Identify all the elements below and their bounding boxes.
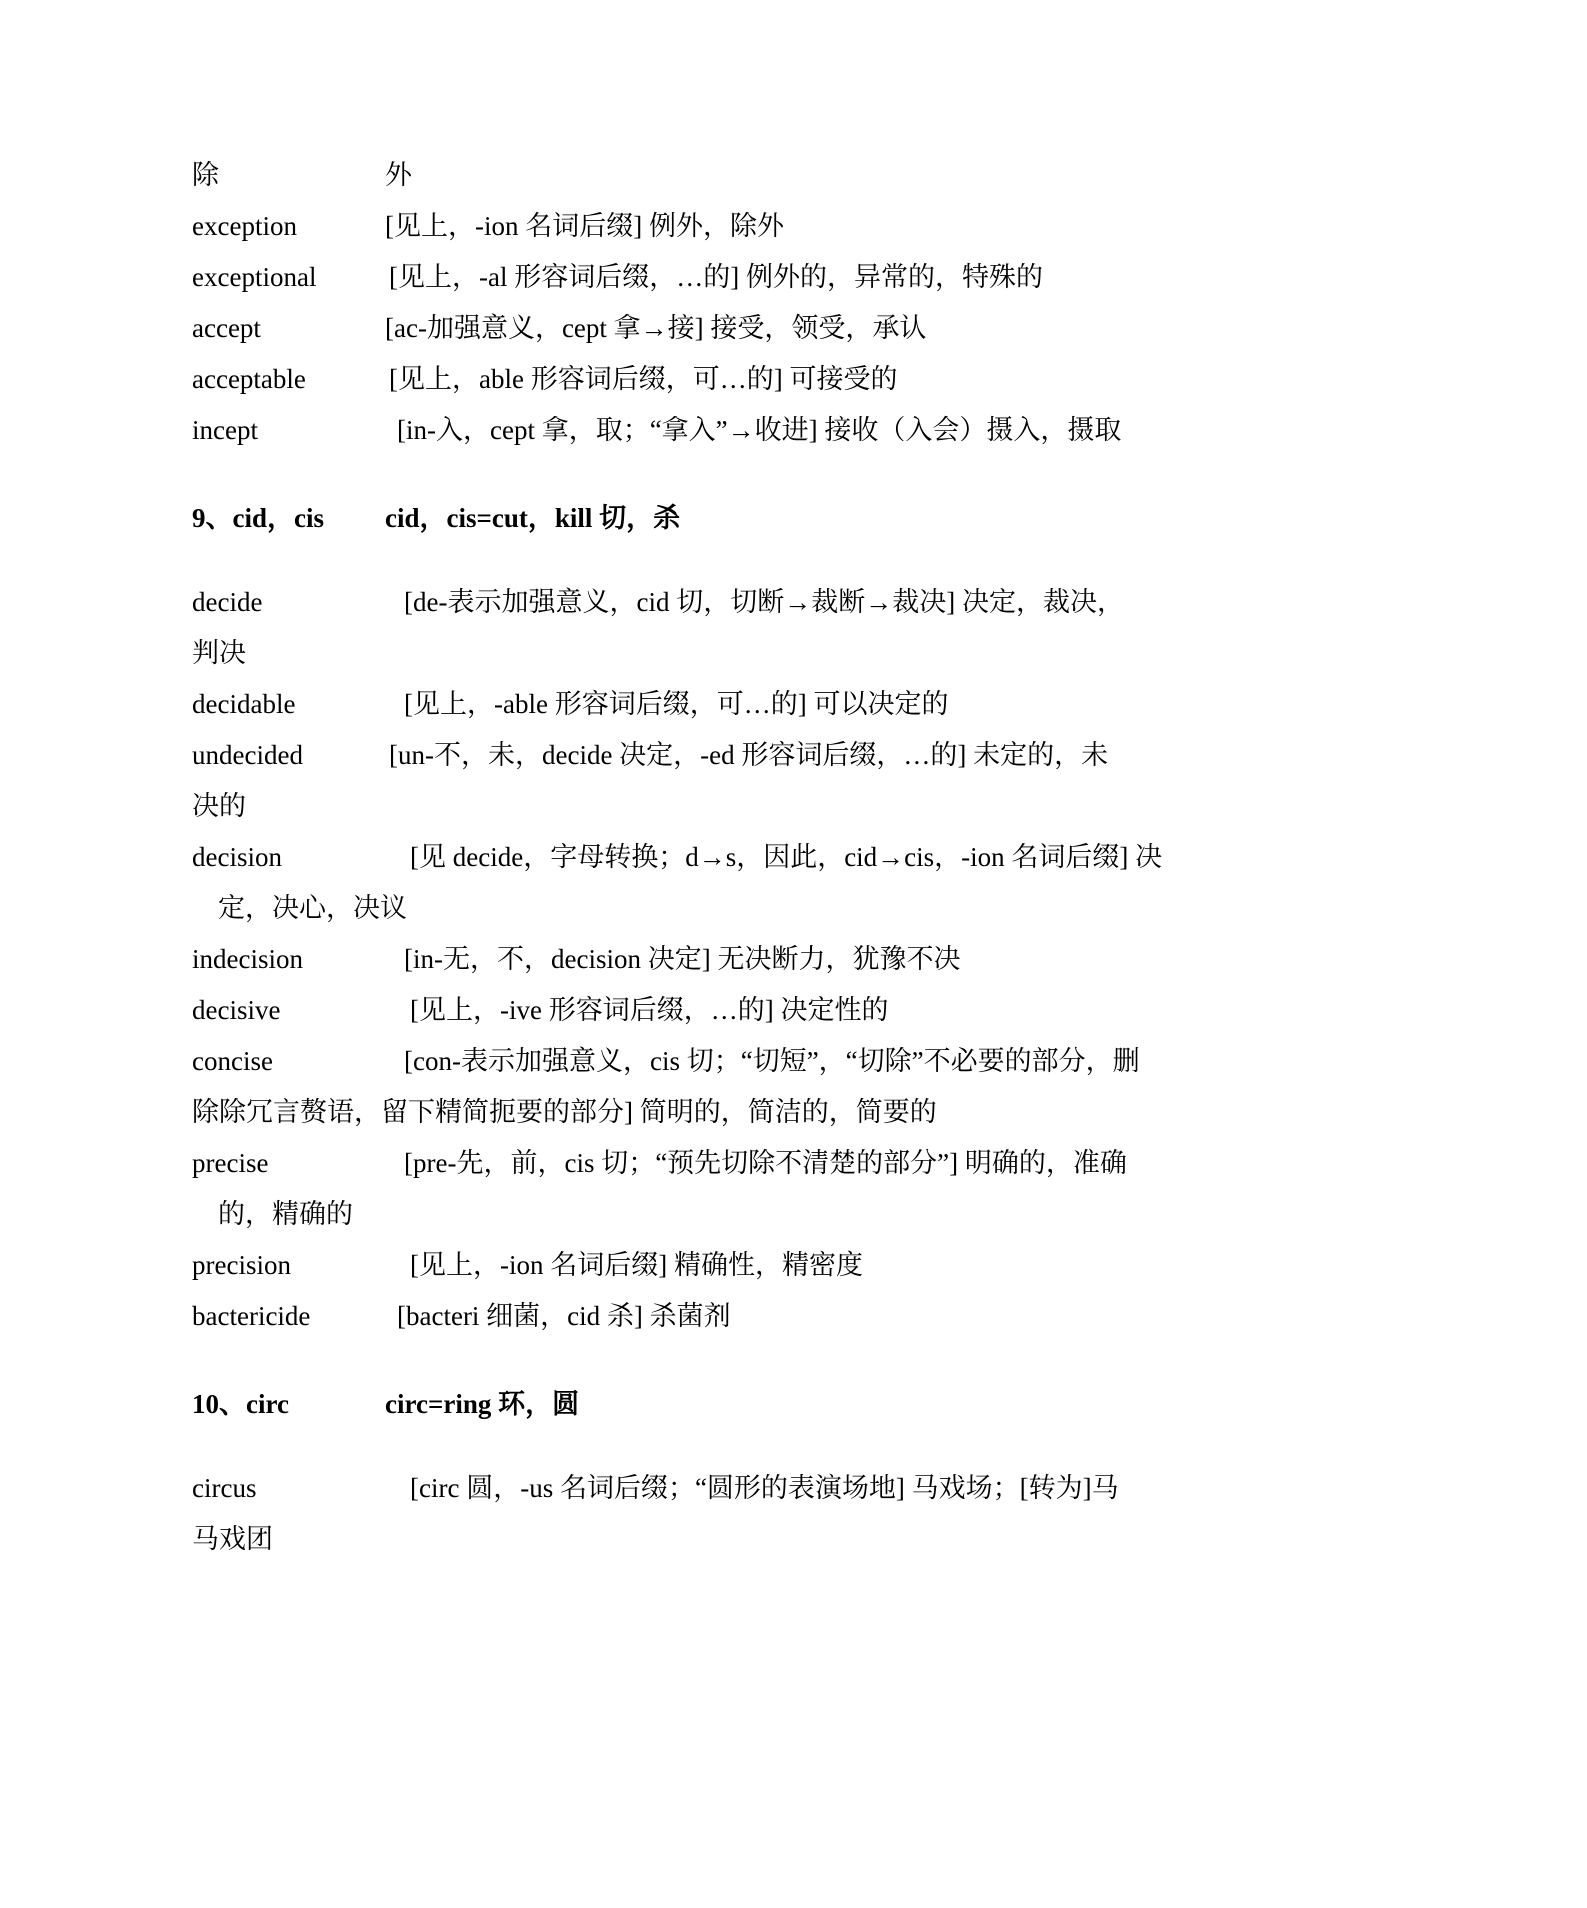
entry-gloss: [pre-先，前，cis 切；“预先切除不清楚的部分”] 明确的，准确 xyxy=(404,1148,1127,1178)
entry-gloss: [in-无，不，decision 决定] 无决断力，犹豫不决 xyxy=(404,944,961,974)
word-entry xyxy=(192,354,1402,405)
entry-gloss: [de-表示加强意义，cid 切，切断→裁断→裁决] 决定，裁决， xyxy=(404,587,1124,617)
word-entry xyxy=(192,1240,1402,1291)
entry-word: decide xyxy=(192,587,263,617)
entry-word: concise xyxy=(192,1046,273,1076)
entry-gloss: [见上，able 形容词后缀，可…的] 可接受的 xyxy=(389,364,898,394)
entry-word: indecision xyxy=(192,944,303,974)
entry-word: exception xyxy=(192,211,297,241)
entry-word: decision xyxy=(192,842,282,872)
entry-word: precision xyxy=(192,1250,291,1280)
entry-continuation: 定，决心，决议 xyxy=(218,893,407,923)
word-entry xyxy=(192,1138,1402,1189)
entry-word: decidable xyxy=(192,689,296,719)
word-entry xyxy=(192,832,1402,883)
entry-gloss: [见上，-ion 名词后缀] 例外，除外 xyxy=(385,211,784,241)
word-entry xyxy=(192,405,1402,456)
entry-continuation: 马戏团 xyxy=(192,1524,273,1554)
entry-gloss: [bacteri 细菌，cid 杀] 杀菌剂 xyxy=(397,1301,731,1331)
entry-gloss: [见上，-able 形容词后缀，可…的] 可以决定的 xyxy=(404,689,949,719)
entry-gloss: [ac-加强意义，cept 拿→接] 接受，领受，承认 xyxy=(385,313,927,343)
root-heading-10 xyxy=(192,1379,1402,1430)
entry-word: accept xyxy=(192,313,261,343)
entry-gloss: [un-不，未，decide 决定，-ed 形容词后缀，…的] 未定的，未 xyxy=(389,740,1109,770)
entry-gloss: [in-入，cept 拿，取；“拿入”→收进] 接收（入会）摄入，摄取 xyxy=(397,415,1122,445)
word-entry xyxy=(192,577,1402,628)
entry-word: precise xyxy=(192,1148,269,1178)
entry-gloss: [见 decide，字母转换；d→s，因此，cid→cis，-ion 名词后缀] 决 xyxy=(410,842,1163,872)
top-continuation-row xyxy=(192,150,1402,201)
entry-gloss: [见上，-ion 名词后缀] 精确性，精密度 xyxy=(410,1250,863,1280)
entry-continuation: 决的 xyxy=(192,791,246,821)
root-heading-number: 10、circ xyxy=(192,1389,289,1419)
root-heading-definition: circ=ring 环，圆 xyxy=(385,1389,580,1419)
entry-word: acceptable xyxy=(192,364,306,394)
entry-word: bactericide xyxy=(192,1301,311,1331)
entry-gloss: [circ 圆，-us 名词后缀；“圆形的表演场地] 马戏场；[转为]马 xyxy=(410,1473,1119,1503)
word-entry xyxy=(192,1463,1402,1514)
word-entry xyxy=(192,252,1402,303)
entry-word: circus xyxy=(192,1473,257,1503)
word-entry xyxy=(192,679,1402,730)
entry-word: exceptional xyxy=(192,262,317,292)
word-entry xyxy=(192,201,1402,252)
word-entry xyxy=(192,730,1402,781)
word-entry xyxy=(192,934,1402,985)
top-col-2: 外 xyxy=(385,160,412,190)
entry-continuation: 判决 xyxy=(192,638,246,668)
entry-continuation: 的，精确的 xyxy=(218,1199,353,1229)
entry-word: undecided xyxy=(192,740,303,770)
word-entry xyxy=(192,1291,1402,1342)
word-entry xyxy=(192,303,1402,354)
top-col-1: 除 xyxy=(192,160,219,190)
entry-word: decisive xyxy=(192,995,281,1025)
entry-gloss: [见上，-al 形容词后缀，…的] 例外的，异常的，特殊的 xyxy=(389,262,1043,292)
word-entry xyxy=(192,1036,1402,1087)
root-heading-number: 9、cid，cis xyxy=(192,503,324,533)
entry-gloss: [见上，-ive 形容词后缀，…的] 决定性的 xyxy=(410,995,889,1025)
root-heading-definition: cid，cis=cut，kill 切，杀 xyxy=(385,503,681,533)
word-entry xyxy=(192,985,1402,1036)
entry-word: incept xyxy=(192,415,258,445)
entry-continuation: 除除冗言赘语，留下精简扼要的部分] 简明的，简洁的，简要的 xyxy=(192,1097,937,1127)
entry-gloss: [con-表示加强意义，cis 切；“切短”，“切除”不必要的部分，删 xyxy=(404,1046,1140,1076)
root-heading-9 xyxy=(192,493,1402,544)
